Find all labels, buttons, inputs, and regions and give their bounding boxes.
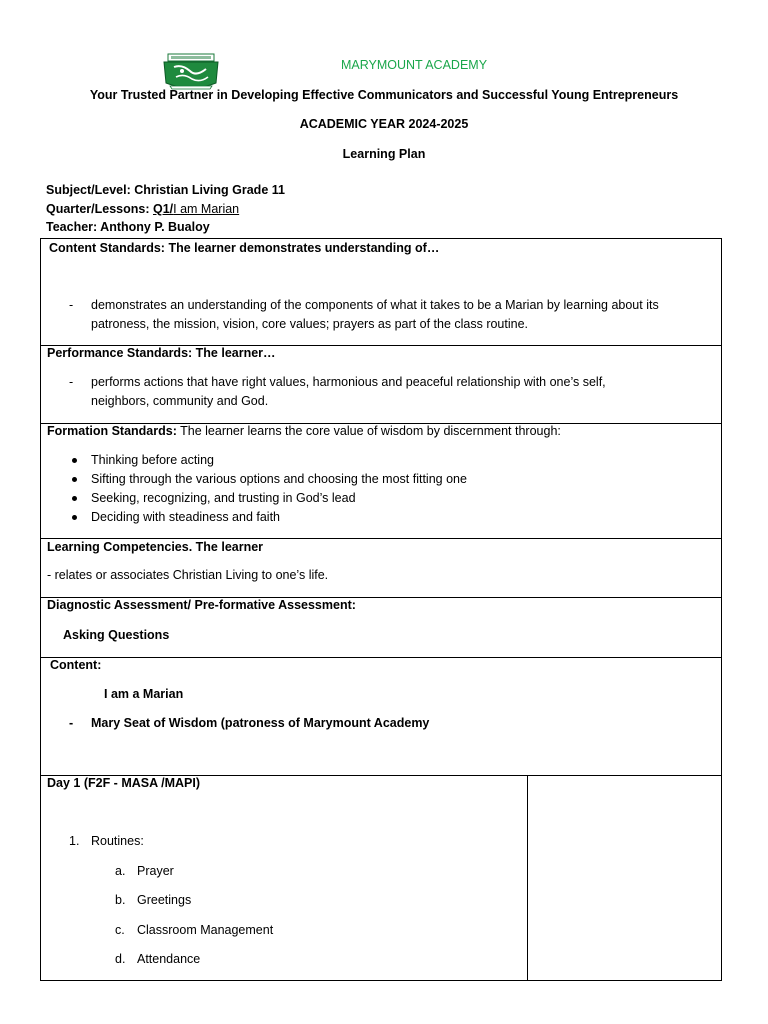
formation-standards-label: Formation Standards: — [47, 424, 177, 438]
dash-marker: - — [69, 298, 74, 312]
document-title: Learning Plan — [342, 147, 426, 161]
formation-standards-text: The learner learns the core value of wisdom by discernment through: — [176, 424, 561, 438]
content-standards-line1: demonstrates an understanding of the components of what it takes to be a Marian by learning about its — [91, 298, 659, 312]
bullet-icon — [72, 515, 77, 520]
list-item: Seeking, recognizing, and trusting in God’s lead — [91, 491, 356, 505]
quarter-lessons — [46, 202, 239, 216]
bullet-icon — [72, 458, 77, 463]
learning-plan-table — [40, 238, 722, 981]
day1-section — [41, 776, 721, 981]
bullet-icon — [72, 496, 77, 501]
formation-standards-heading — [47, 424, 561, 438]
academic-year: ACADEMIC YEAR 2024-2025 — [299, 117, 469, 131]
sub-item-letter: b. — [115, 893, 126, 907]
sub-item-attendance: Attendance — [137, 952, 201, 966]
routines-label: Routines: — [91, 834, 144, 848]
list-item: Deciding with steadiness and faith — [91, 510, 281, 524]
performance-standards-section — [41, 346, 721, 424]
learning-competencies-line: - relates or associates Christian Living to one’s life. — [47, 568, 329, 582]
content-standards-section — [41, 239, 721, 346]
column-divider — [527, 776, 528, 981]
list-item: Sifting through the various options and choosing the most fitting one — [91, 472, 467, 486]
routines-number: 1. — [69, 834, 80, 848]
sub-item-prayer: Prayer — [137, 864, 174, 878]
subject-level: Subject/Level: Christian Living Grade 11 — [46, 183, 285, 197]
tagline: Your Trusted Partner in Developing Effective Communicators and Successful Young Entrepreneurs — [89, 88, 679, 102]
content-item: Mary Seat of Wisdom (patroness of Marymount Academy — [91, 716, 430, 730]
day1-heading: Day 1 (F2F - MASA /MAPI) — [47, 776, 201, 790]
performance-standards-line1: performs actions that have right values, harmonious and peaceful relationship with one’s self, — [91, 375, 606, 389]
content-standards-heading: Content Standards: The learner demonstrates understanding of… — [49, 241, 440, 255]
performance-standards-heading: Performance Standards: The learner… — [47, 346, 276, 360]
content-section — [41, 658, 721, 776]
quarter-code: Q1/ — [152, 202, 174, 216]
sub-item-letter: a. — [115, 864, 126, 878]
diagnostic-line: Asking Questions — [63, 628, 170, 642]
list-item: Thinking before acting — [91, 453, 214, 467]
dash-marker: - — [69, 375, 74, 389]
learning-competencies-section — [41, 539, 721, 598]
quarter-lesson: I am Marian — [173, 202, 240, 216]
sub-item-letter: d. — [115, 952, 126, 966]
sub-item-letter: c. — [115, 923, 125, 937]
formation-standards-section — [41, 424, 721, 539]
learning-competencies-heading: Learning Competencies. The learner — [47, 540, 264, 554]
sub-item-classroom-management: Classroom Management — [137, 923, 274, 937]
performance-standards-line2: neighbors, community and God. — [91, 394, 269, 408]
bullet-icon — [72, 477, 77, 482]
content-heading: Content: — [50, 658, 102, 672]
dash-marker: - — [69, 716, 74, 730]
diagnostic-assessment-section — [41, 598, 721, 658]
quarter-label: Quarter/Lessons: — [46, 202, 153, 216]
sub-item-greetings: Greetings — [137, 893, 192, 907]
teacher: Teacher: Anthony P. Bualoy — [46, 220, 210, 234]
content-subtitle: I am a Marian — [104, 687, 184, 701]
diagnostic-heading: Diagnostic Assessment/ Pre-formative Assessment: — [47, 598, 356, 612]
content-standards-line2: patroness, the mission, vision, core values; prayers as part of the class routine. — [91, 317, 529, 331]
school-name: MARYMOUNT ACADEMY — [340, 58, 488, 72]
